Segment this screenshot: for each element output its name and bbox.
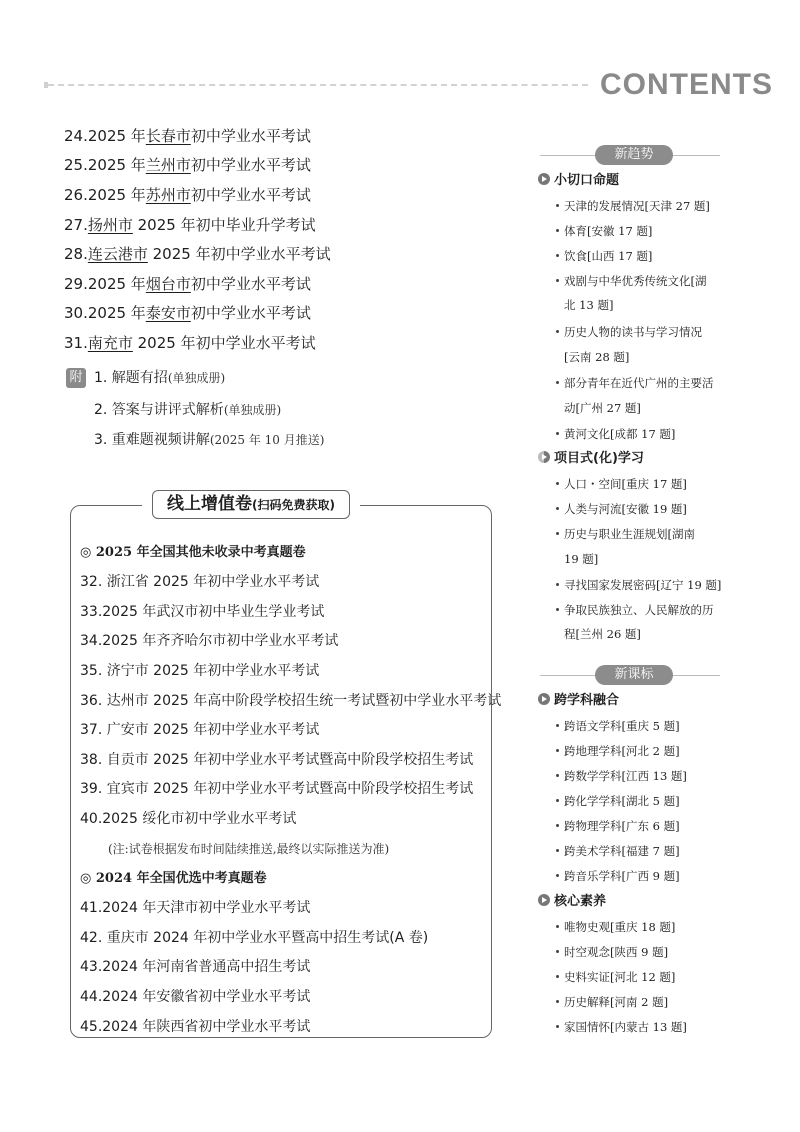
new-trend-pill: 新趋势 <box>595 145 673 165</box>
list-item[interactable]: 34.2025 年齐齐哈尔市初中学业水平考试 <box>80 633 339 649</box>
list-item[interactable]: 38. 自贡市 2025 年初中学业水平考试暨高中阶段学校招生考试 <box>80 752 474 768</box>
appendix-badge: 附 <box>66 368 86 388</box>
topic-item-cont: [云南 28 题] <box>564 350 630 364</box>
topic-text: 戏剧与中华优秀传统文化[湖 <box>564 274 707 288</box>
item-suffix: 初中学业水平考试 <box>190 186 311 204</box>
topic-text: 唯物史观[重庆 18 题] <box>564 920 676 934</box>
topic-text: 人口・空间[重庆 17 题] <box>564 477 687 491</box>
bullet-dot-icon <box>556 432 559 435</box>
topic-item[interactable] <box>556 375 714 391</box>
topic-item[interactable] <box>556 324 702 340</box>
topic-text: 史料实证[河北 12 题] <box>564 970 676 984</box>
section-heading-2024: ◎ 2024 年全国优选中考真题卷 <box>80 871 267 886</box>
list-item[interactable]: 43.2024 年河南省普通高中招生考试 <box>80 959 311 975</box>
item-city: 兰州市 <box>145 156 191 174</box>
play-bullet-icon <box>538 693 550 705</box>
topic-item[interactable] <box>556 426 675 442</box>
item-city: 扬州市 <box>87 216 133 234</box>
topic-item-cont: 程[兰州 26 题] <box>564 627 641 641</box>
topic-text: 寻找国家发展密码[辽宁 19 题] <box>564 578 722 592</box>
bullet-dot-icon <box>556 1025 559 1028</box>
topic-item[interactable] <box>556 919 675 935</box>
list-item[interactable] <box>64 333 316 353</box>
topic-item-cont: 北 13 题] <box>564 298 614 312</box>
bullet-dot-icon <box>556 724 559 727</box>
header-divider <box>48 84 588 86</box>
category-heading <box>538 172 619 190</box>
topic-text: 饮食[山西 17 题] <box>564 249 653 263</box>
topic-item-cont: 动[广州 27 题] <box>564 401 641 415</box>
item-suffix: 初中学业水平考试 <box>190 304 311 322</box>
online-title-wrap <box>142 490 360 520</box>
topic-item[interactable] <box>556 223 652 239</box>
topic-text: 体育[安徽 17 题] <box>564 224 653 238</box>
bullet-dot-icon <box>556 507 559 510</box>
item-suffix: 2025 年初中毕业升学考试 <box>132 216 316 234</box>
bullet-dot-icon <box>556 381 559 384</box>
list-item[interactable] <box>64 274 311 294</box>
topic-text: 争取民族独立、人民解放的历 <box>564 603 714 617</box>
bullet-dot-icon <box>556 254 559 257</box>
item-suffix: 初中学业水平考试 <box>190 127 311 145</box>
item-city: 烟台市 <box>145 275 191 293</box>
list-item[interactable]: 39. 宜宾市 2025 年初中学业水平考试暨高中阶段学校招生考试 <box>80 781 474 797</box>
appendix-item[interactable] <box>94 400 281 420</box>
list-item[interactable]: 44.2024 年安徽省初中学业水平考试 <box>80 989 311 1005</box>
list-item[interactable]: 32. 浙江省 2025 年初中学业水平考试 <box>80 574 320 590</box>
appendix-item-note: (单独成册) <box>223 403 282 417</box>
item-prefix: 24.2025 年 <box>64 127 146 145</box>
list-item[interactable]: 42. 重庆市 2024 年初中学业水平暨高中招生考试(A 卷) <box>80 930 429 946</box>
topic-item[interactable] <box>556 273 707 289</box>
item-prefix: 27. <box>64 216 88 234</box>
category-label: 跨学科融合 <box>554 693 620 708</box>
topic-item[interactable] <box>556 843 680 859</box>
list-item[interactable]: 40.2025 绥化市初中学业水平考试 <box>80 811 297 827</box>
list-item[interactable] <box>64 126 311 146</box>
topic-text: 跨数学学科[江西 13 题] <box>564 769 687 783</box>
item-suffix: 初中学业水平考试 <box>190 156 311 174</box>
topic-item[interactable] <box>556 248 652 264</box>
bullet-dot-icon <box>556 774 559 777</box>
topic-text: 时空观念[陕西 9 题] <box>564 945 669 959</box>
topic-text: 跨地理学科[河北 2 题] <box>564 744 680 758</box>
list-item[interactable] <box>64 185 311 205</box>
topic-item[interactable] <box>556 768 687 784</box>
category-label: 小切口命题 <box>554 173 620 188</box>
item-suffix: 2025 年初中学业水平考试 <box>132 334 316 352</box>
section-heading-2025: ◎ 2025 年全国其他未收录中考真题卷 <box>80 545 306 560</box>
push-note: (注:试卷根据发布时间陆续推送,最终以实际推送为准) <box>108 842 390 856</box>
category-label: 项目式(化)学习 <box>554 451 644 466</box>
item-city: 泰安市 <box>145 304 191 322</box>
bullet-dot-icon <box>556 204 559 207</box>
project-bullet-icon <box>538 451 550 463</box>
topic-item[interactable] <box>556 994 668 1010</box>
item-prefix: 31. <box>64 334 88 352</box>
topic-text: 跨物理学科[广东 6 题] <box>564 819 680 833</box>
bullet-dot-icon <box>556 583 559 586</box>
topic-text: 天津的发展情况[天津 27 题] <box>564 199 710 213</box>
bullet-dot-icon <box>556 749 559 752</box>
topic-item[interactable] <box>556 743 680 759</box>
topic-text: 跨语文学科[重庆 5 题] <box>564 719 680 733</box>
topic-text: 跨化学学科[湖北 5 题] <box>564 794 680 808</box>
item-prefix: 28. <box>64 245 88 263</box>
item-suffix: 2025 年初中学业水平考试 <box>147 245 331 263</box>
topic-text: 部分青年在近代广州的主要活 <box>564 376 714 390</box>
category-heading <box>538 893 606 911</box>
bullet-dot-icon <box>556 279 559 282</box>
topic-item[interactable] <box>556 793 680 809</box>
category-heading <box>538 450 644 468</box>
online-title[interactable] <box>152 490 350 519</box>
item-suffix: 初中学业水平考试 <box>190 275 311 293</box>
list-item[interactable] <box>64 215 316 235</box>
topic-item[interactable] <box>556 944 668 960</box>
appendix-item-note: (2025 年 10 月推送) <box>209 433 325 447</box>
topic-text: 黄河文化[成都 17 题] <box>564 427 676 441</box>
topic-item[interactable] <box>556 602 714 618</box>
bullet-dot-icon <box>556 975 559 978</box>
topic-text: 跨音乐学科[广西 9 题] <box>564 869 680 883</box>
bullet-dot-icon <box>556 799 559 802</box>
title-rule <box>380 505 420 506</box>
topic-item-cont: 19 题] <box>564 552 599 566</box>
topic-item[interactable] <box>556 577 721 593</box>
online-subtitle: (扫码免费获取) <box>252 498 335 512</box>
play-bullet-icon <box>538 894 550 906</box>
item-prefix: 26.2025 年 <box>64 186 146 204</box>
appendix-item-note: (单独成册) <box>167 371 226 385</box>
item-prefix: 30.2025 年 <box>64 304 146 322</box>
item-prefix: 25.2025 年 <box>64 156 146 174</box>
list-item[interactable]: 41.2024 年天津市初中学业水平考试 <box>80 900 311 916</box>
list-item[interactable]: 45.2024 年陕西省初中学业水平考试 <box>80 1019 311 1035</box>
item-city: 苏州市 <box>145 186 191 204</box>
topic-item[interactable] <box>556 818 680 834</box>
play-bullet-icon <box>538 173 550 185</box>
bullet-dot-icon <box>556 925 559 928</box>
bullet-dot-icon <box>556 229 559 232</box>
appendix-item[interactable] <box>94 368 225 388</box>
list-item[interactable]: 36. 达州市 2025 年高中阶段学校招生统一考试暨初中学业水平考试 <box>80 693 502 709</box>
appendix-item-title: 3. 重难题视频讲解 <box>94 432 210 448</box>
item-city: 南充市 <box>87 334 133 352</box>
bullet-dot-icon <box>556 532 559 535</box>
list-item[interactable]: 35. 济宁市 2025 年初中学业水平考试 <box>80 663 320 679</box>
list-item[interactable] <box>64 244 331 264</box>
topic-text: 历史人物的读书与学习情况 <box>564 325 702 339</box>
bullet-dot-icon <box>556 950 559 953</box>
bullet-dot-icon <box>556 330 559 333</box>
list-item[interactable] <box>64 155 311 175</box>
bullet-dot-icon <box>556 482 559 485</box>
topic-text: 历史与职业生涯规划[湖南 <box>564 527 695 541</box>
list-item[interactable]: 33.2025 年武汉市初中毕业生学业考试 <box>80 604 325 620</box>
topic-item[interactable] <box>556 1019 687 1035</box>
topic-item[interactable] <box>556 718 680 734</box>
page-title: CONTENTS <box>600 68 773 101</box>
topic-item[interactable] <box>556 868 680 884</box>
category-heading <box>538 692 619 710</box>
list-item[interactable]: 37. 广安市 2025 年初中学业水平考试 <box>80 722 320 738</box>
appendix-item[interactable] <box>94 430 324 450</box>
bullet-dot-icon <box>556 824 559 827</box>
topic-item[interactable] <box>556 476 687 492</box>
bullet-dot-icon <box>556 849 559 852</box>
topic-text: 家国情怀[内蒙古 13 题] <box>564 1020 687 1034</box>
appendix-item-title: 2. 答案与讲评式解析 <box>94 402 224 418</box>
bullet-dot-icon <box>556 1000 559 1003</box>
appendix-item-title: 1. 解题有招 <box>94 370 168 386</box>
topic-item[interactable] <box>556 969 675 985</box>
bullet-dot-icon <box>556 874 559 877</box>
topic-item[interactable] <box>556 198 710 214</box>
topic-text: 人类与河流[安徽 19 题] <box>564 502 687 516</box>
bullet-dot-icon <box>556 608 559 611</box>
topic-item[interactable] <box>556 526 695 542</box>
item-city: 长春市 <box>145 127 191 145</box>
topic-item[interactable] <box>556 501 687 517</box>
category-label: 核心素养 <box>554 894 607 909</box>
item-city: 连云港市 <box>87 245 148 263</box>
topic-text: 跨美术学科[福建 7 题] <box>564 844 680 858</box>
list-item[interactable] <box>64 303 311 323</box>
online-title-text: 线上增值卷 <box>167 494 252 514</box>
item-prefix: 29.2025 年 <box>64 275 146 293</box>
topic-text: 历史解释[河南 2 题] <box>564 995 669 1009</box>
new-curriculum-pill: 新课标 <box>595 665 673 685</box>
